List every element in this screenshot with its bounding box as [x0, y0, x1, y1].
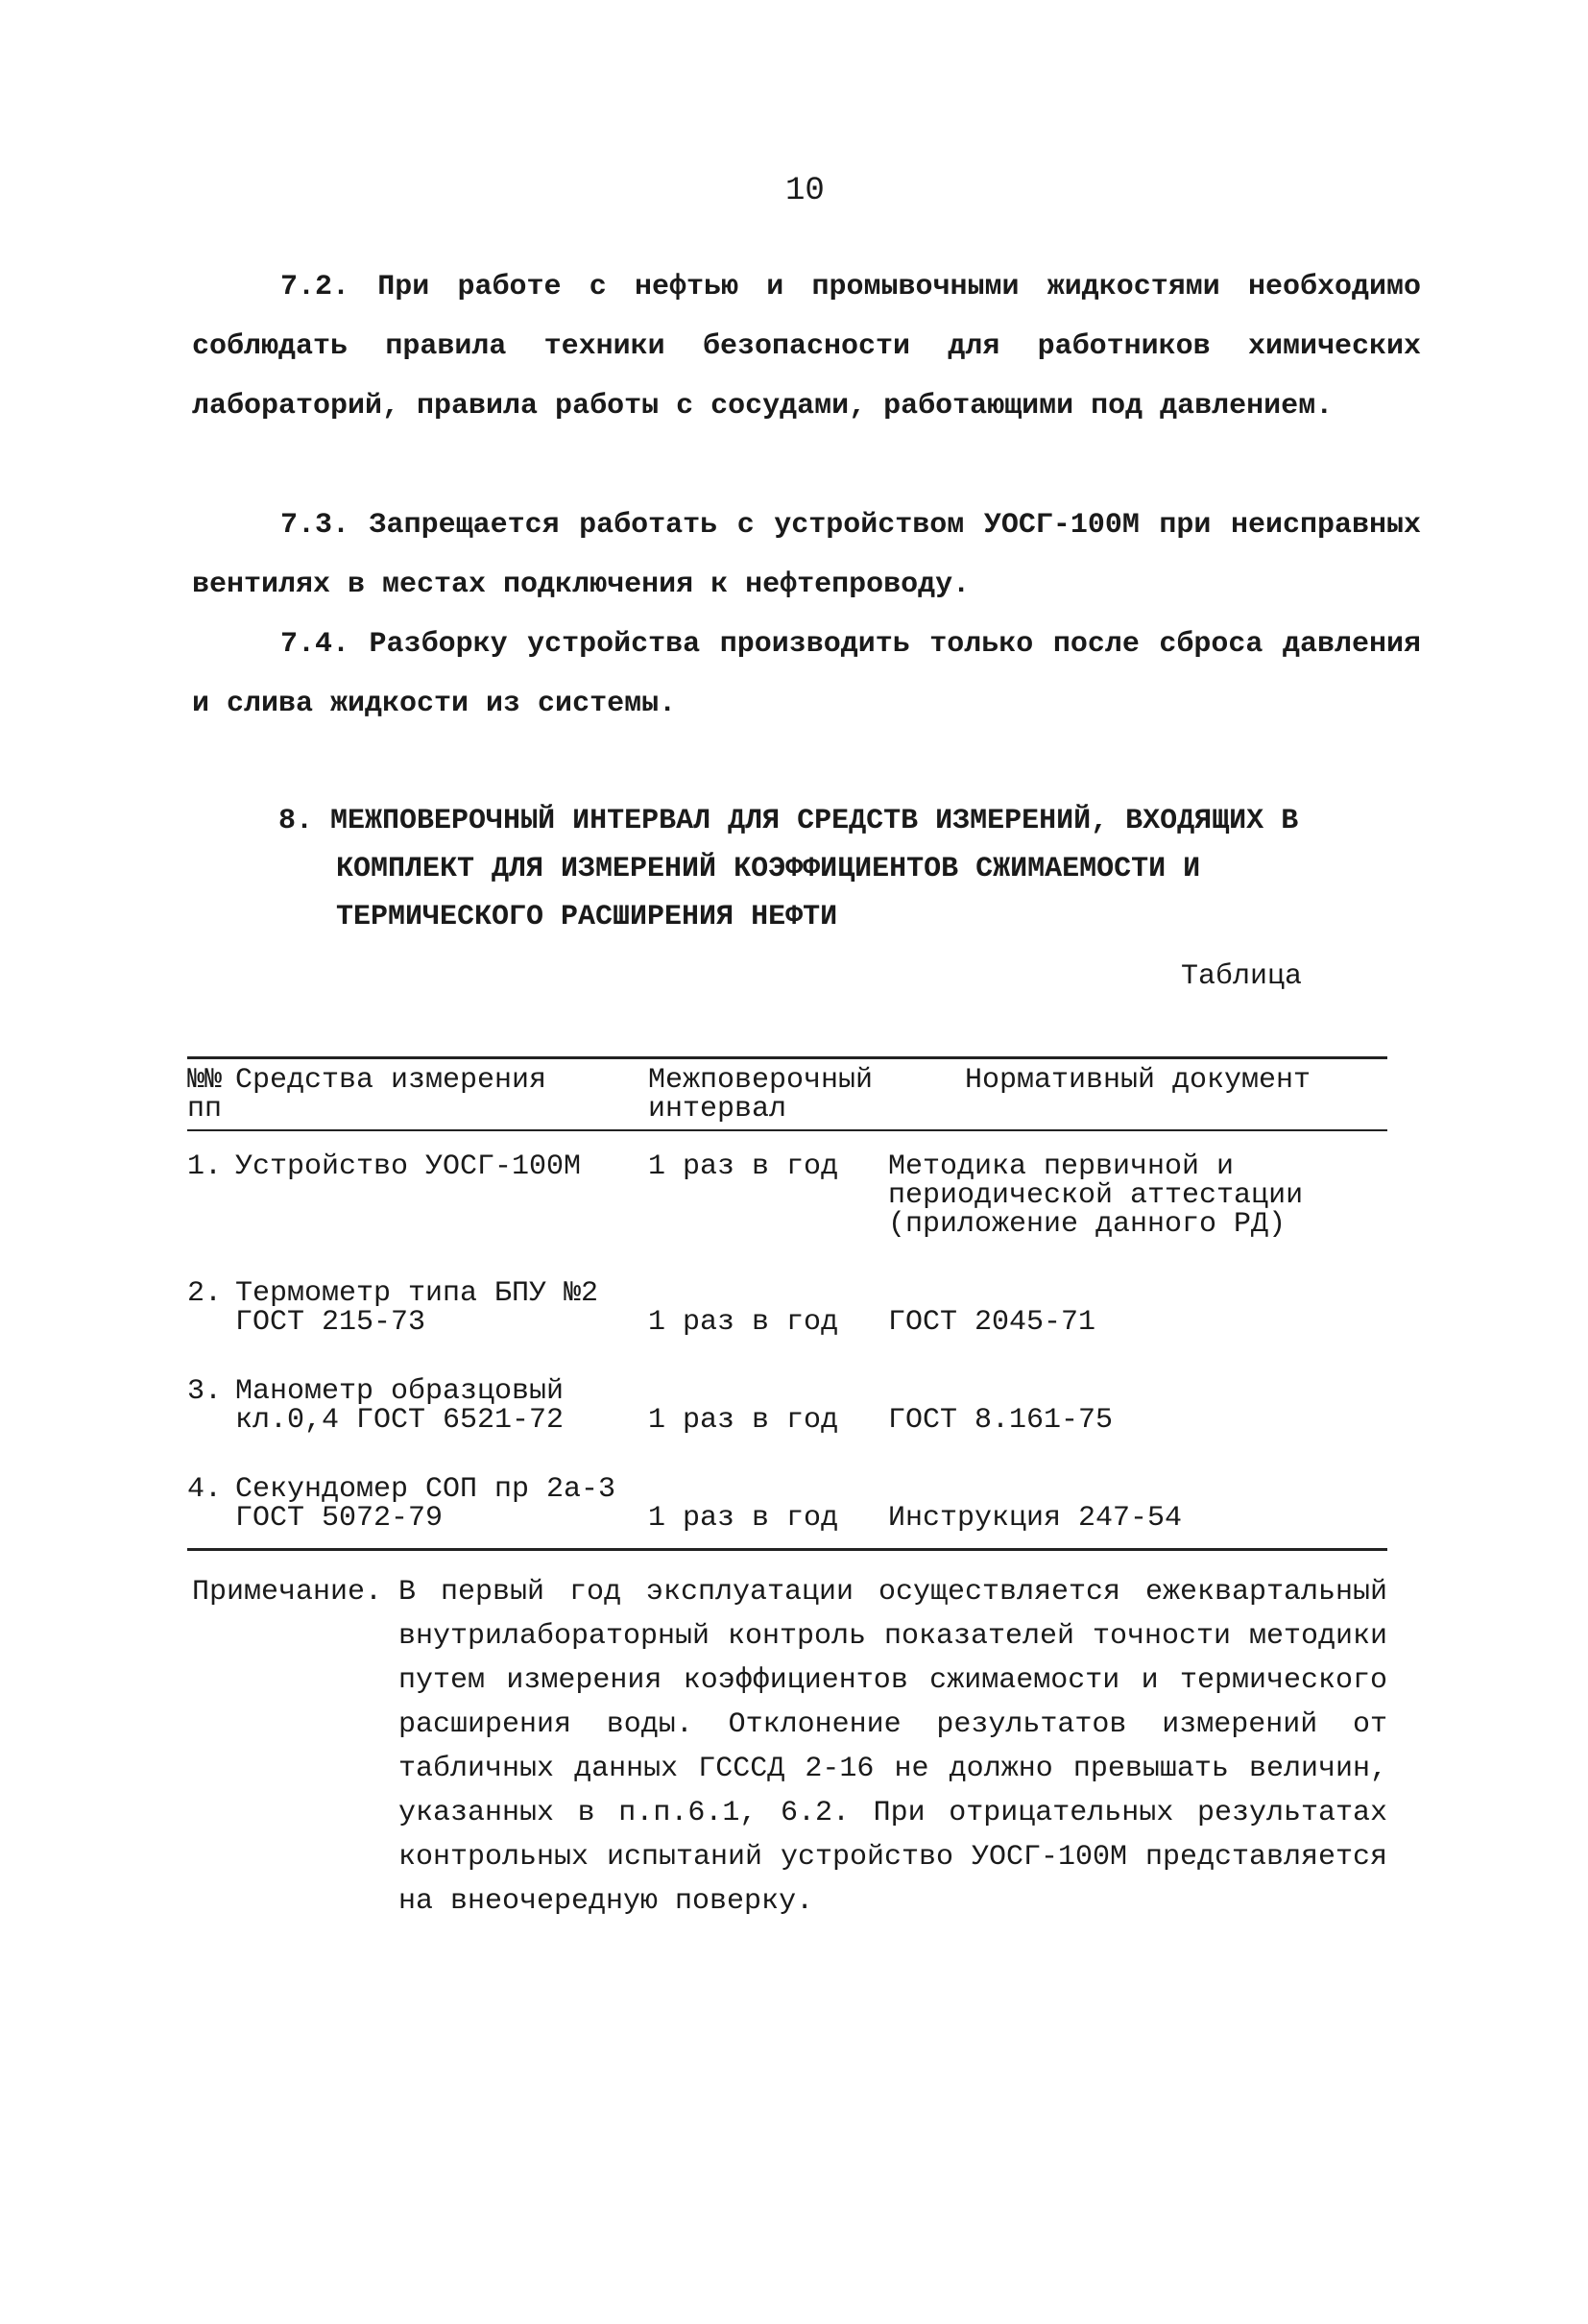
instruments-table [187, 1066, 1387, 1552]
section-8-title [278, 797, 1392, 941]
row-name: Секундомер СОП пр 2а-3 ГОСТ 5072-79 [235, 1473, 616, 1535]
note-text: В первый год эксплуатации осуществляется ежеквартальный внутрилабораторный контроль показателей точности методики путем измерения коэффициентов сжимаемости и термического расширения воды. Отклонение результатов измерений от табличных данных ГСССД 2-16 не должно превышать величин, указанных в п.п.6.1, 6.2. При отрицательных результатах контрольных испытаний устройство УОСГ-100М представляется на внеочередную поверку. [398, 1576, 1387, 1918]
row-document: ГОСТ 2045-71 [888, 1306, 1096, 1339]
row-name: Манометр образцовый кл.0,4 ГОСТ 6521-72 [235, 1375, 565, 1437]
paragraph-7-3: 7.3. Запрещается работать с устройством УОСГ-100М при неисправных вентилях в местах подключения к нефтепроводу. [192, 509, 1421, 601]
row-num: 3. [187, 1375, 223, 1408]
header-document: Нормативный документ [888, 1066, 1387, 1130]
row-document: Инструкция 247-54 [888, 1502, 1183, 1535]
paragraph-7-4: 7.4. Разборку устройства производить только после сброса давления и слива жидкости из системы. [192, 628, 1421, 720]
header-num: №№ пп [187, 1066, 235, 1130]
row-interval: 1 раз в год [648, 1404, 839, 1437]
table-row [187, 1454, 1387, 1552]
note-label: Примечание. [192, 1576, 383, 1609]
table-row [187, 1258, 1387, 1356]
row-name: Устройство УОСГ-100М [235, 1150, 582, 1183]
table-header-row [187, 1066, 1387, 1130]
table-row [187, 1356, 1387, 1454]
header-interval: Межповерочный интервал [648, 1066, 888, 1130]
table-row [187, 1130, 1387, 1258]
page-number: 10 [785, 173, 825, 209]
row-document: Методика первичной и периодической аттестации (приложение данного РД) [888, 1150, 1304, 1241]
section-number: 8. [278, 805, 314, 837]
row-num: 1. [187, 1150, 223, 1183]
row-interval: 1 раз в год [648, 1150, 839, 1183]
row-name: Термометр типа БПУ №2 ГОСТ 215-73 [235, 1277, 599, 1339]
row-num: 2. [187, 1277, 223, 1310]
row-interval: 1 раз в год [648, 1502, 839, 1535]
table-caption: Таблица [1181, 960, 1303, 993]
row-interval: 1 раз в год [648, 1306, 839, 1339]
paragraph-7-2: 7.2. При работе с нефтью и промывочными жидкостями необходимо соблюдать правила техники безопасности для работников химических лабораторий, правила работы с сосудами, работающими под давлением. [192, 271, 1421, 423]
row-num: 4. [187, 1473, 223, 1506]
header-name: Средства измерения [235, 1066, 648, 1130]
row-document: ГОСТ 8.161-75 [888, 1404, 1114, 1437]
table-bottom-rule [187, 1548, 1387, 1551]
table-top-rule [187, 1056, 1387, 1059]
section-title-text: МЕЖПОВЕРОЧНЫЙ ИНТЕРВАЛ ДЛЯ СРЕДСТВ ИЗМЕРЕНИЙ, ВХОДЯЩИХ В КОМПЛЕКТ ДЛЯ ИЗМЕРЕНИЙ КОЭФФИЦИЕНТОВ СЖИМАЕМОСТИ И ТЕРМИЧЕСКОГО РАСШИРЕНИЯ НЕФТИ [330, 805, 1299, 933]
